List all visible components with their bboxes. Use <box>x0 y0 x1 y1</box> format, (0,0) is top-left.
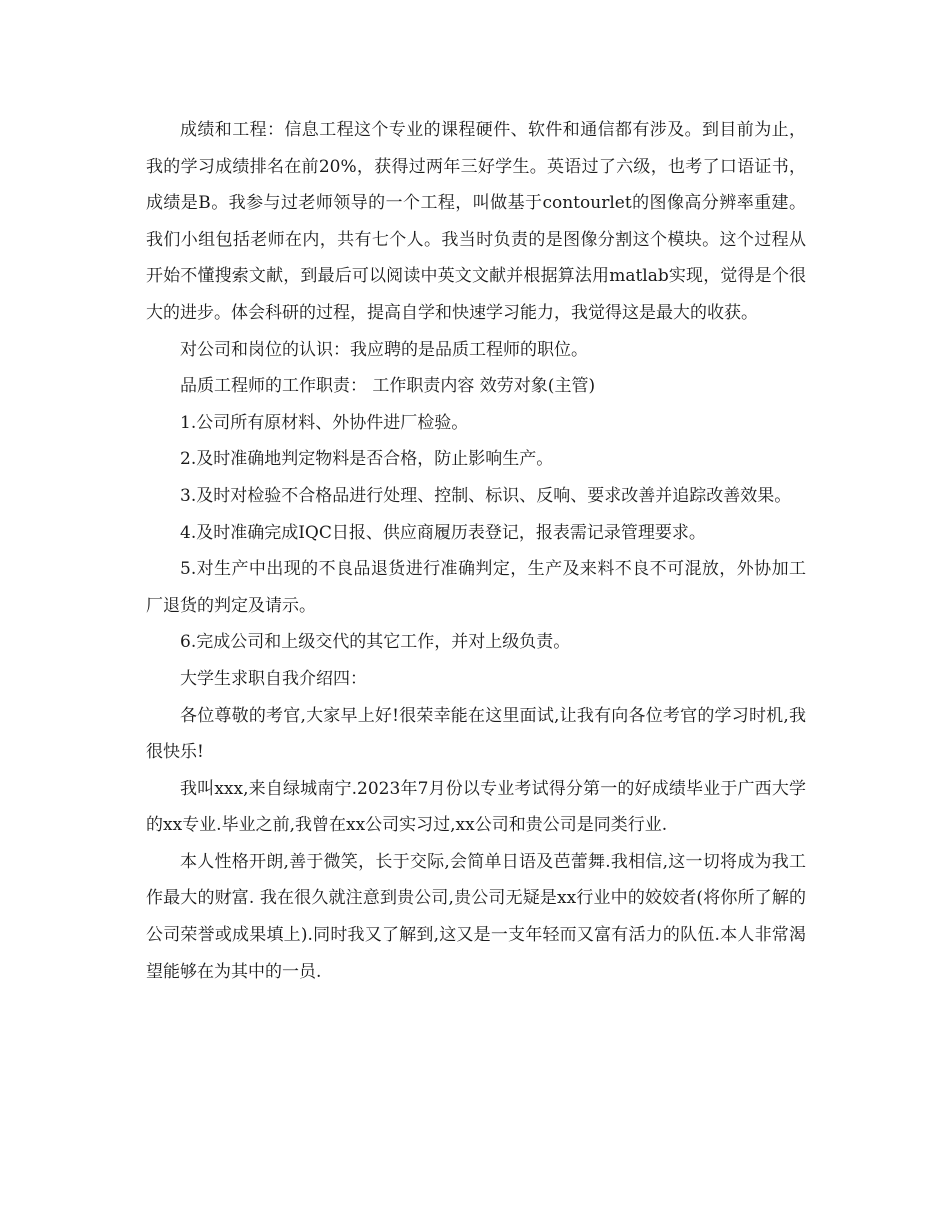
paragraph-greeting: 各位尊敬的考官,大家早上好!很荣幸能在这里面试,让我有向各位考官的学习时机,我很快乐! <box>146 705 806 763</box>
paragraph-personality: 本人性格开朗,善于微笑，长于交际,会简单日语及芭蕾舞.我相信,这一切将成为我工作最大的财富. 我在很久就注意到贵公司,贵公司无疑是xx行业中的姣姣者(将你所了解的公司荣誉或成果填上).同时我又了解到,这又是一支年轻而又富有活力的队伍.本人非常渴望能够在为其中的一员. <box>146 851 806 982</box>
duty-item-6: 6.完成公司和上级交代的其它工作，并对上级负责。 <box>180 632 571 653</box>
duty-item-5: 5.对生产中出现的不良品退货进行准确判定，生产及来料不良不可混放，外协加工厂退货的判定及请示。 <box>146 559 806 616</box>
paragraph-company-understanding: 对公司和岗位的认识：我应聘的是品质工程师的职位。 <box>180 339 588 360</box>
paragraph-self-intro: 我叫xxx,来自绿城南宁.2023年7月份以专业考试得分第一的好成绩毕业于广西大学的xx专业.毕业之前,我曾在xx公司实习过,xx公司和贵公司是同类行业. <box>146 778 806 836</box>
paragraph-duties-heading: 品质工程师的工作职责： 工作职责内容 效劳对象(主管) <box>180 376 596 397</box>
document-body <box>146 112 806 990</box>
paragraph-achievements: 成绩和工程：信息工程这个专业的课程硬件、软件和通信都有涉及。到目前为止，我的学习成绩排名在前20%，获得过两年三好学生。英语过了六级，也考了口语证书，成绩是B。我参与过老师领导的一个工程，叫做基于contourlet的图像高分辨率重建。我们小组包括老师在内，共有七个人。我当时负责的是图像分割这个模块。这个过程从开始不懂搜索文献，到最后可以阅读中英文文献并根据算法用matlab实现，觉得是个很大的进步。体会科研的过程，提高自学和快速学习能力，我觉得这是最大的收获。 <box>146 120 806 323</box>
duty-item-2: 2.及时准确地判定物料是否合格，防止影响生产。 <box>180 449 554 470</box>
duty-item-3: 3.及时对检验不合格品进行处理、控制、标识、反响、要求改善并追踪改善效果。 <box>180 485 792 506</box>
duty-item-1: 1.公司所有原材料、外协件进厂检验。 <box>180 412 469 433</box>
section-heading-intro-four: 大学生求职自我介绍四： <box>180 668 367 689</box>
duty-item-4: 4.及时准确完成IQC日报、供应商履历表登记，报表需记录管理要求。 <box>180 522 706 543</box>
